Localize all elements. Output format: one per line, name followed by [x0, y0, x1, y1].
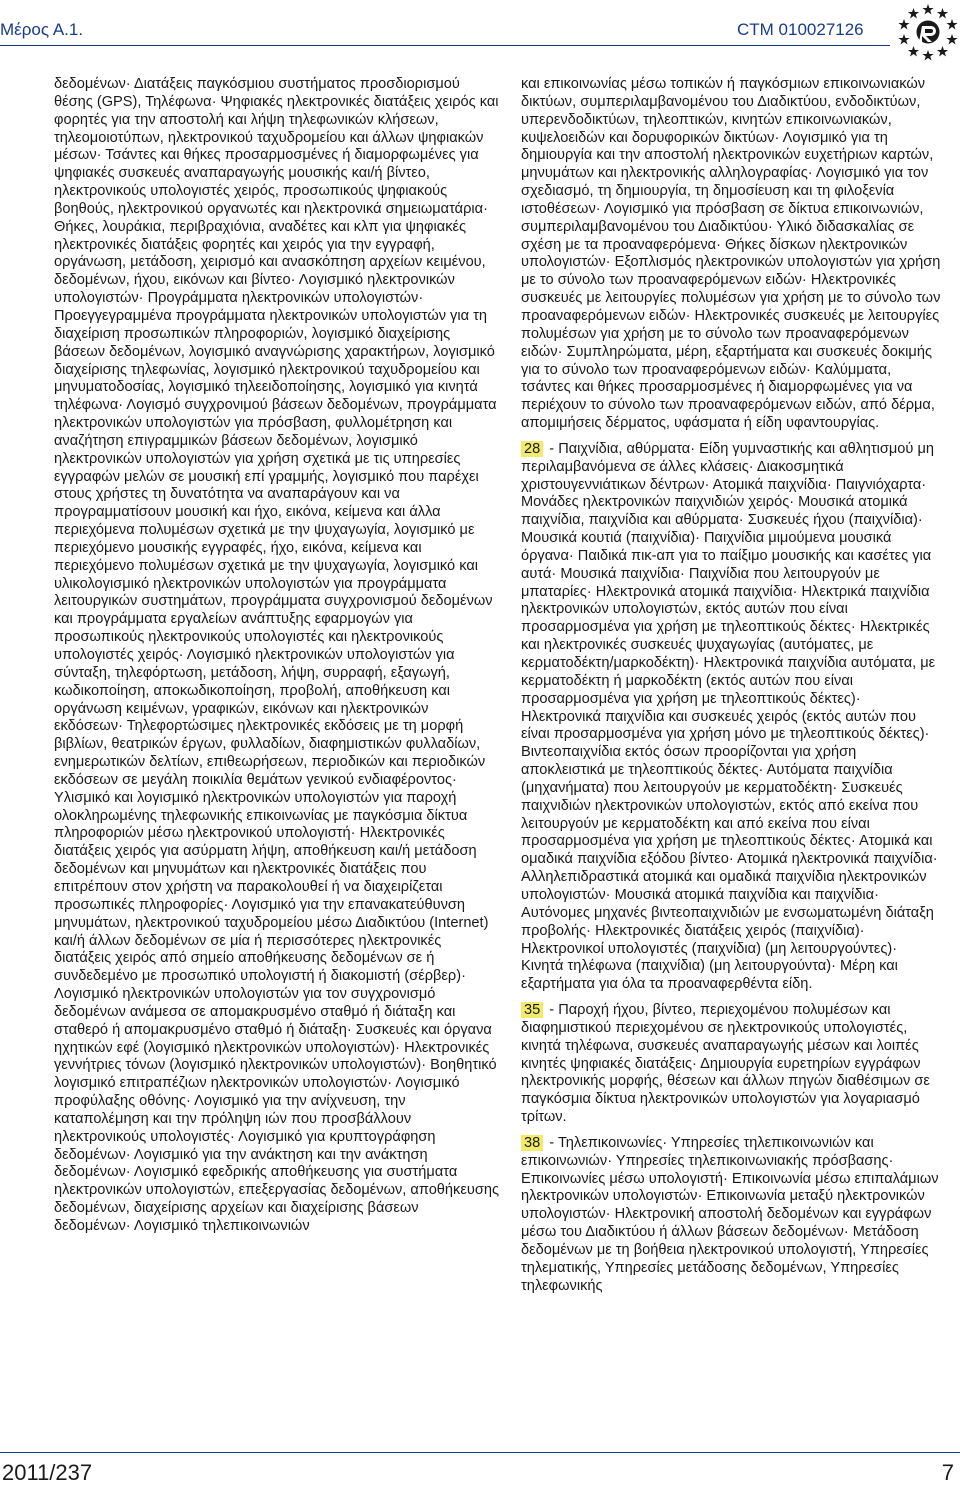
class-number-badge: 28	[521, 441, 543, 457]
class-38-entry	[521, 1135, 941, 1296]
right-column	[521, 76, 941, 1304]
footer-divider	[0, 1452, 960, 1453]
class-number-badge: 38	[521, 1135, 543, 1151]
eu-emblem-icon	[897, 2, 959, 64]
header-part-label: Μέρος Α.1.	[0, 20, 84, 39]
class-28-entry	[521, 441, 941, 994]
footer-bulletin-number: 2011/237	[2, 1460, 93, 1485]
header-divider	[0, 45, 890, 46]
goods-list-class-9-end: και επικοινωνίας μέσω τοπικών ή παγκόσμιων επικοινωνιακών δικτύων, συμπεριλαμβανομένου του Διαδικτύου, ενδοδικτύων, υπερενδοδικτύων, τηλεοπτικών, κινητών επικοινωνιακών, κυψελοειδών και δορυφορικών δικτύων· Λογισμικό για τη δημιουργία και την αποστολή ηλεκτρονικών ευχετήριων καρτών, μηνυμάτων και ηλεκτρονικής αλληλογραφίας· Λογισμικό για τον σχεδιασμό, τη δημιουργία, τη δημοσίευση και τη φιλοξενία ιστοθέσεων· Λογισμικό για πρόσβαση σε δίκτυα επικοινωνιών, συμπεριλαμβανομένου του Διαδικτύου· Υλικό διδασκαλίας σε σχέση με τα προαναφερόμενα· Θήκες δίσκων ηλεκτρονικών υπολογιστών· Εξοπλισμός ηλεκτρονικών υπολογιστών για χρήση με το σύνολο των προαναφερόμενων ειδών· Ηλεκτρονικές συσκευές με λειτουργίες πολυμέσων για χρήση με το σύνολο των προαναφερόμενων ειδών· Ηλεκτρονικές συσκευές με λειτουργίες πολυμέσων για χρήση με το σύνολο των προαναφερόμενων ειδών· Συμπληρώματα, μέρη, εξαρτήματα και συσκευές δοκιμής για το σύνολο των προαναφερόμενων ειδών· Καλύμματα, τσάντες και θήκες προσαρμοσμένες ή διαμορφωμένες για να περιέχουν το σύνολο των προαναφερόμενων ειδών, από δέρμα, απομιμήσεις δέρματος, υφάσματα ή είδη υφαντουργίας.	[521, 76, 941, 432]
header-ctm-number: CTM 010027126	[737, 20, 864, 39]
class-number-badge: 35	[521, 1002, 543, 1018]
class-35-text: - Παροχή ήχου, βίντεο, περιεχομένου πολυμέσων και διαφημιστικού περιεχομένου σε ηλεκτρονικούς υπολογιστές, κινητά τηλέφωνα, συσκευές αναπαραγωγής μέσων και λοιπές κινητές ψηφιακές διατάξεις· Δημιουργία ευρετηρίων εγγράφων ηλεκτρονικής μορφής, θέσεων και άλλων πηγών διαθέσιμων σε παγκόσμια δίκτυα ηλεκτρονικών υπολογιστών για λογαριασμό τρίτων.	[521, 1002, 930, 1126]
class-28-text: - Παιχνίδια, αθύρματα· Είδη γυμναστικής και αθλητισμού μη περιλαμβανόμενα σε άλλες κλάσεις· Διακοσμητικά χριστουγεννιάτικων δέντρων· Ατομικά παιχνίδια· Παιγνιόχαρτα· Μονάδες ηλεκτρονικών παιχνιδιών χειρός· Μουσικά ατομικά παιχνίδια, παιχνίδια και αθύρματα· Συσκευές ήχου (παιχνίδια)· Μουσικά κουτιά (παιχνίδια)· Παιχνίδια μιμούμενα μουσικά όργανα· Παιδικά πικ-απ για το παίξιμο μουσικής και κασέτες για αυτά· Μουσικά παιχνίδια· Παιχνίδια που λειτουργούν με μπαταρίες· Ηλεκτρονικά ατομικά παιχνίδια· Ηλεκτρικά παιχνίδια ηλεκτρονικών υπολογιστών, εκτός αυτών που είναι προσαρμοσμένα για χρήση με τηλεοπτικούς δέκτες· Ηλεκτρικές και ηλεκτρονικές συσκευές ψυχαγωγίας (αυτόματες, με κερματοδέκτη/μαρκοδέκτη)· Ηλεκτρονικά παιχνίδια αυτόματα, με κερματοδέκτη ή μαρκοδέκτη (εκτός αυτών που είναι προσαρμοσμένα για χρήση με τηλεοπτικούς δέκτες)· Ηλεκτρονικά παιχνίδια και συσκευές χειρός (εκτός αυτών που είναι προσαρμοσμένα για χρήση μόνο με τηλεοπτικούς δέκτες)· Βιντεοπαιχνίδια εκτός όσων προορίζονται για χρήση αποκλειστικά με τηλεοπτικούς δέκτες· Αυτόματα παιχνίδια (μηχανήματα) που λειτουργούν με κερματοδέκτη· Συσκευές παιχνιδιών ηλεκτρονικών υπολογιστών, εκτός από εκείνα που λειτουργούν με κερματοδέκτη και από εκείνα που είναι προσαρμοσμένα για χρήση με τηλεοπτικούς δέκτες· Ατομικά και ομαδικά παιχνίδια εξόδου βίντεο· Ατομικά ηλεκτρονικά παιχνίδια· Αλληλεπιδραστικά ατομικά και ομαδικά παιχνίδια ηλεκτρονικών υπολογιστών· Μουσικά ατομικά παιχνίδια και παιχνίδια· Αυτόνομες μηχανές βιντεοπαιχνιδιών με ενσωματωμένη διάταξη προβολής· Ηλεκτρονικές διατάξεις χειρός (παιχνίδια)· Ηλεκτρονικοί υπολογιστές (παιχνίδια) (μη λειτουργούντες)· Κινητά τηλέφωνα (παιχνίδια) (μη λειτουργούντα)· Μέρη και εξαρτήματα για όλα τα προαναφερθέντα είδη.	[521, 440, 938, 993]
class-38-text: - Τηλεπικοινωνίες· Υπηρεσίες τηλεπικοινωνιών και επικοινωνιών· Υπηρεσίες τηλεπικοινωνιακής πρόσβασης· Επικοινωνίες μέσω υπολογιστή· Επικοινωνία μέσω επιπαλάμιων ηλεκτρονικών υπολογιστών· Επικοινωνία μεταξύ ηλεκτρονικών υπολογιστών· Ηλεκτρονική αποστολή δεδομένων και εγγράφων μέσω του Διαδικτύου ή άλλων βάσεων δεδομένων· Μετάδοση δεδομένων με τη βοήθεια ηλεκτρονικού υπολογιστή, Υπηρεσίες τηλεματικής, Υπηρεσίες μετάδοσης δεδομένων, Υπηρεσίες τηλεφωνικής	[521, 1134, 939, 1294]
class-35-entry	[521, 1002, 941, 1127]
left-column	[54, 76, 499, 1244]
goods-list-class-9-continued: δεδομένων· Διατάξεις παγκόσμιου συστήματος προσδιορισμού θέσης (GPS), Τηλέφωνα· Ψηφιακές ηλεκτρονικές διατάξεις χειρός και φορητές για την αποστολή και λήψη τηλεφωνικών κλήσεων, τηλεομοιοτύπων, ηλεκτρονικού ταχυδρομείου και άλλων ψηφιακών μέσων· Τσάντες και θήκες προσαρμοσμένες ή διαμορφωμένες για ψηφιακές συσκευές αναπαραγωγής μουσικής και/ή βίντεο, ηλεκτρονικούς υπολογιστές χειρός, προσωπικούς ψηφιακούς βοηθούς, ηλεκτρονικού οργανωτές και ηλεκτρονικά σημειωματάρια· Θήκες, λουράκια, περιβραχιόνια, αναδέτες και κλπ για ψηφιακές ηλεκτρονικές διατάξεις φορητές και χειρός για την εγγραφή, οργάνωση, μετάδοση, χειρισμό και ανασκόπηση αρχείων κειμένου, δεδομένων, ήχου, εικόνων και βίντεο· Λογισμικό ηλεκτρονικών υπολογιστών· Προγράμματα ηλεκτρονικών υπολογιστών· Προεγγεγραμμένα προγράμματα ηλεκτρονικών υπολογιστών για τη διαχείριση προσωπικών πληροφοριών, λογισμικό διαχείρισης βάσεων δεδομένων, λογισμικό αναγνώρισης χαρακτήρων, λογισμικό διαχείρισης τηλεφωνίας, λογισμικό ηλεκτρονικού ταχυδρομείου και μηνυματοδοσίας, λογισμικό τηλεειδοποίησης, λογισμικό για κινητά τηλέφωνα· Λογισμό συγχρονιμού βάσεων δεδομένων, προγράμματα ηλεκτρονικών υπολογιστών για πρόσβαση, φυλλομέτρηση και αναζήτηση επιγραμμικών βάσεων δεδομένων, λογισμικό ηλεκτρονικών υπολογιστών για χρήση σχετικά με τις υπηρεσίες εγγραφών μελών σε μουσική επί γραμμής, λογισμικό που παρέχει στους χρήστες τη δυνατότητα να αναπαράγουν και να προγραμματίσουν μουσική και ήχο, εικόνα, κείμενα και άλλα περιεχόμενα πολυμέσων σχετικά με την ψυχαγωγία, λογισμικό με περιεχόμενο μουσικής εγγραφές, ήχο, εικόνα, κείμενα και περιεχόμενο πολυμέσων σχετικά με την ψυχαγωγία, λογισμικό και υλικολογισμικό ηλεκτρονικών υπολογιστών για προγράμματα λειτουργικών συστημάτων, προγράμματα συγχρονισμού δεδομένων και προγράμματα εργαλείων ανάπτυξης εφαρμογών για προσωπικούς ηλεκτρονικούς υπολογιστές και ηλεκτρονικούς υπολογιστές χειρός· Λογισμικό ηλεκτρονικών υπολογιστών για σύνταξη, τηλεφόρτωση, μετάδοση, λήψη, συρραφή, εξαγωγή, κωδικοποίηση, αποκωδικοποίηση, προβολή, αποθήκευση και οργάνωση κειμένων, γραφικών, εικόνων και ηλεκτρονικών εκδόσεων· Τηλεφορτώσιμες ηλεκτρονικές εκδόσεις με τη μορφή βιβλίων, θεατρικών έργων, φυλλαδίων, διαφημιστικών φυλλαδίων, ενημερωτικών δελτίων, επιθεωρήσεων, περιοδικών και περιοδικών εκδόσεων σε μεγάλη ποικιλία θεμάτων γενικού ενδιαφέροντος· Υλισμικό και λογισμικό ηλεκτρονικών υπολογιστών για παροχή ολοκληρωμένης τηλεφωνικής επικοινωνίας με παγκόσμια δίκτυα πληροφοριών μέσω ηλεκτρονικού υπολογιστή· Ηλεκτρονικές διατάξεις χειρός για ασύρματη λήψη, αποθήκευση και/ή μετάδοση δεδομένων και μηνυμάτων και ηλεκτρονικές διατάξεις που επιτρέπουν στον χρήστη να παρακολουθεί ή να διαχειρίζεται προσωπικές πληροφορίες· Λογισμικό για την επανακατεύθυνση μηνυμάτων, ηλεκτρονικού ταχυδρομείου μέσω Διαδικτύου (Internet) και/ή άλλων δεδομένων σε μία ή περισσότερες ηλεκτρονικές διατάξεις χειρός από σημείο αποθήκευσης δεδομένων σε ή συνδεδεμένο με προσωπικό υπολογιστή ή διακομιστή (σέρβερ)· Λογισμικό ηλεκτρονικών υπολογιστών για τον συγχρονισμό δεδομένων ανάμεσα σε απομακρυσμένο σταθμό ή διάταξη και σταθερό ή απομακρυσμένο σταθμό ή διάταξη· Συσκευές και όργανα ηχητικών εφέ (λογισμικό ηλεκτρονικών υπολογιστών)· Ηλεκτρονικές γεννήτριες τόνων (λογισμικό ηλεκτρονικών υπολογιστών)· Βοηθητικό λογισμικό επιτραπέζιων ηλεκτρονικών υπολογιστών· Λογισμικό προφύλαξης οθόνης· Λογισμικό για την ανίχνευση, την καταπολέμηση και την πρόληψη ιών που προσβάλλουν ηλεκτρονικούς υπολογιστές· Λογισμικό για κρυπτογράφηση δεδομένων· Λογισμικό για την ανάκτηση και την ανάκτηση δεδομένων· Λογισμικό εφεδρικής αποθήκευσης για συστήματα ηλεκτρονικών υπολογιστών, επεξεργασίας δεδομένων, αποθήκευσης δεδομένων, διαχείρισης αρχείων και διαχείρισης βάσεων δεδομένων· Λογισμικό τηλεπικοινωνιών	[54, 76, 499, 1234]
footer-page-number: 7	[941, 1460, 954, 1485]
